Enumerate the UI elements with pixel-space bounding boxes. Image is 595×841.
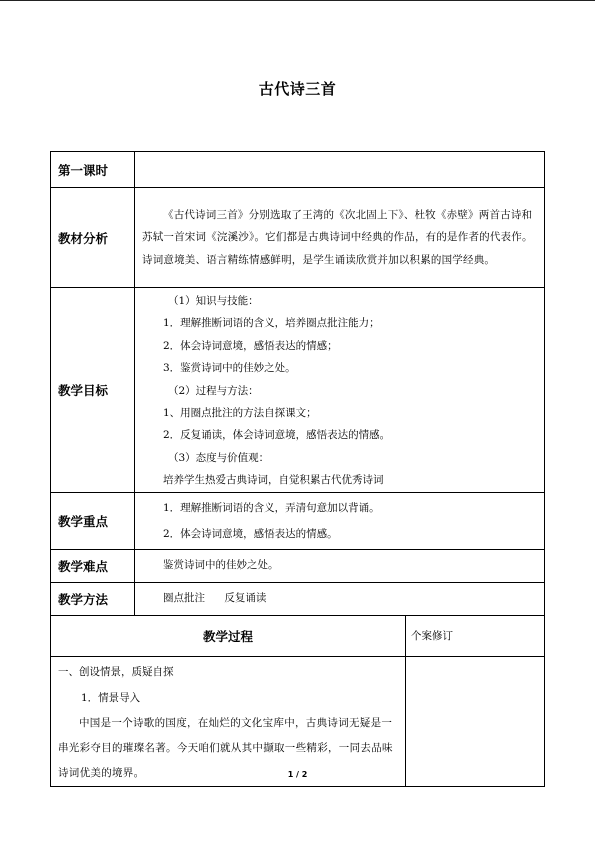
row-difficulty: [51, 549, 545, 582]
row-process-header: [51, 615, 545, 656]
focus-line: 2．体会诗词意境，感悟表达的情感。: [163, 527, 338, 540]
goals-line: 3．鉴赏诗词中的佳妙之处。: [163, 362, 296, 375]
goals-line: （3）态度与价值观：: [168, 451, 270, 464]
goals-line: （2）过程与方法：: [168, 384, 259, 397]
row-method: [51, 582, 545, 615]
focus-line: 1．理解推断词语的含义，弄清句意加以背诵。: [163, 501, 380, 514]
lesson-plan-table: [50, 151, 545, 787]
process-section: 一、创设情景，质疑自探: [58, 665, 174, 678]
row-process-body: [51, 656, 545, 786]
page-title: 古代诗三首: [258, 80, 337, 98]
goals-line: 培养学生热爱古典诗词，自觉积累古代优秀诗词: [163, 474, 384, 487]
process-paragraph: 中国是一个诗歌的国度，在灿烂的文化宝库中，古典诗词无疑是一串光彩夺目的璀璨名著。今天咱们就从其中撷取一些精彩，一同去品味诗词优美的境界。: [58, 716, 393, 779]
page-number: 1 / 2: [287, 770, 308, 779]
revise-header: 个案修订: [406, 615, 545, 656]
difficulty-text: 鉴赏诗词中的佳妙之处。: [163, 559, 279, 572]
difficulty-label: 教学难点: [51, 549, 135, 582]
goals-line: 2．体会诗词意境，感悟表达的情感；: [163, 339, 338, 352]
row-focus: [51, 492, 545, 549]
goals-line: 2．反复诵读，体会诗词意境，感悟表达的情感。: [163, 429, 391, 442]
process-header: 教学过程: [51, 615, 406, 656]
method-item: 反复诵读: [224, 592, 267, 605]
goals-line: 1、用圈点批注的方法自探课文；: [163, 407, 317, 420]
period-content: [135, 152, 545, 188]
row-goals: [51, 288, 545, 493]
process-step: 1．情景导入: [81, 691, 141, 704]
period-label: 第一课时: [51, 152, 135, 188]
revise-cell: [406, 656, 545, 786]
focus-label: 教学重点: [51, 492, 135, 549]
method-item: 圈点批注: [163, 592, 205, 605]
goals-line: （1）知识与技能：: [168, 295, 259, 307]
analysis-text: 《古代诗词三首》分别选取了王湾的《次北固上下》、杜牧《赤壁》两首古诗和苏轼一首宋词《浣溪沙》。它们都是古典诗词中经典的作品，有的是作者的代表作。诗词意境美、语言精练情感鲜明，是学生诵读欣赏并加以积累的国学经典。: [142, 208, 533, 266]
row-period: [51, 152, 545, 188]
goals-line: 1．理解推断词语的含义，培养圈点批注能力；: [163, 317, 380, 330]
method-label: 教学方法: [51, 582, 135, 615]
goals-label: 教学目标: [51, 288, 135, 493]
row-analysis: [51, 188, 545, 288]
analysis-label: 教材分析: [51, 188, 135, 288]
page-top-rule: [0, 0, 595, 1]
